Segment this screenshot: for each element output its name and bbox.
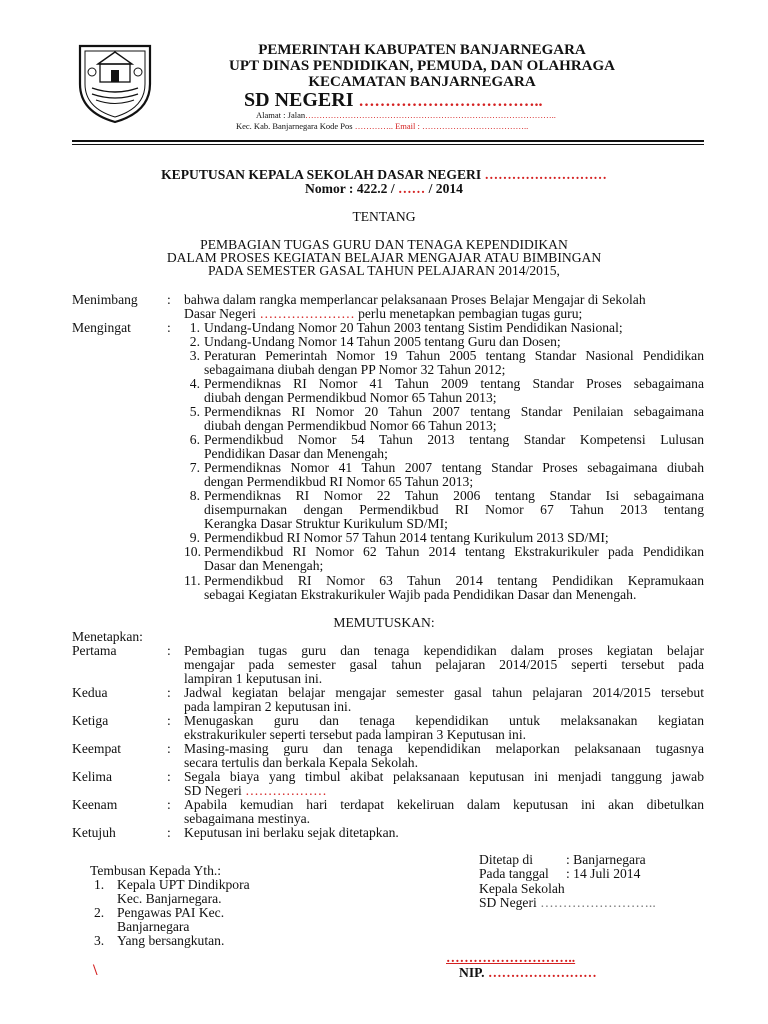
subject-line-3: PADA SEMESTER GASAL TAHUN PELAJARAN 2014/2015, [208, 263, 560, 278]
mengingat-item-5-l2: diubah dengan Permendikbud Nomor 66 Tahun 2013; [204, 418, 497, 433]
mengingat-num-6: 6. [189, 432, 200, 447]
tembusan-item-3-l1: Yang bersangkutan. [117, 933, 225, 948]
school-label: SD NEGERI [244, 89, 354, 111]
decision-keenam-l2: sebagaimana mestinya. [184, 811, 311, 826]
mengingat-item-3-l1: Peraturan Pemerintah Nomor 19 Tahun 2005 tentang Standar Nasional Pendidikan [204, 348, 704, 363]
decision-label-kedua: Kedua [72, 685, 108, 700]
mengingat-num-7: 7. [189, 460, 200, 475]
decision-kedua-l1: Jadwal kegiatan belajar mengajar semester gasal tahun pelajaran 2014/2015 tersebut [184, 685, 704, 700]
letterhead-divider-thin [72, 144, 704, 145]
decree-number [0, 182, 768, 196]
decision-label-keenam: Keenam [72, 797, 118, 812]
decision-pertama-l3: lampiran 1 keputusan ini. [184, 671, 323, 686]
decision-colon: : [167, 741, 171, 756]
mengingat-item-5-l1: Permendiknas RI Nomor 20 Tahun 2007 tentang Standar Penilaian sebagaimana [204, 404, 704, 419]
mengingat-item-7-l1: Permendiknas Nomor 41 Tahun 2007 tentang Standar Proses sebagaimana diubah [204, 460, 704, 475]
mengingat-num-9: 9. [189, 530, 200, 545]
mengingat-num-10: 10. [184, 544, 201, 559]
mengingat-item-11-l2: sebagai Kegiatan Ekstrakurikuler Wajib pada Pendidikan Dasar dan Menengah. [204, 587, 637, 602]
menimbang-colon: : [167, 292, 171, 307]
mengingat-label: Mengingat [72, 320, 131, 335]
mengingat-item-9: Permendikbud RI Nomor 57 Tahun 2014 tentang Kurikulum 2013 SD/MI; [204, 530, 609, 545]
tembusan-item-1-l1: Kepala UPT Dindikpora [117, 877, 250, 892]
decision-kelima-l1: Segala biaya yang timbul akibat pelaksanaan keputusan ini menjadi tanggung jawab [184, 769, 704, 784]
mengingat-item-2: Undang-Undang Nomor 14 Tahun 2005 tentang Guru dan Dosen; [204, 334, 561, 349]
stray-mark: \ [93, 962, 98, 979]
menimbang-line-2b: perlu menetapkan pembagian tugas guru; [358, 306, 583, 321]
decision-label-ketujuh: Ketujuh [72, 825, 116, 840]
mengingat-item-4-l1: Permendiknas RI Nomor 41 Tahun 2009 tentang Standar Proses sebagaimana [204, 376, 704, 391]
ditetap-label: Ditetap di [479, 852, 533, 867]
decree-number-suffix: / 2014 [428, 181, 463, 196]
mengingat-item-8-l1: Permendiknas RI Nomor 22 Tahun 2006 tentang Standar Isi sebagaimana [204, 488, 704, 503]
subject-line-1: PEMBAGIAN TUGAS GURU DAN TENAGA KEPENDIDIKAN [200, 237, 568, 252]
tembusan-num-3: 3. [94, 933, 105, 948]
menimbang-line-2a: Dasar Negeri [184, 306, 257, 321]
mengingat-item-8-l3: Kerangka Dasar Struktur Kurikulum SD/MI; [204, 516, 448, 531]
mengingat-num-8: 8. [189, 488, 200, 503]
decision-colon: : [167, 643, 171, 658]
mengingat-num-5: 5. [189, 404, 200, 419]
signatory-name-dots: ……………………….. [446, 950, 576, 965]
decision-label-keempat: Keempat [72, 741, 122, 756]
decision-colon: : [167, 685, 171, 700]
decree-number-prefix: Nomor : 422.2 / [305, 181, 395, 196]
mengingat-num-11: 11. [184, 573, 201, 588]
mengingat-num-4: 4. [189, 376, 200, 391]
mengingat-num-1: 1. [189, 320, 200, 335]
tembusan-item-1-l2: Kec. Banjarnegara. [117, 891, 222, 906]
decision-keenam-l1: Apabila kemudian hari terdapat kekeliruan dalam keputusan ini akan dibetulkan [184, 797, 704, 812]
regency-emblem [70, 38, 160, 126]
mengingat-item-11-l1: Permendikbud RI Nomor 63 Tahun 2014 tentang Pendidikan Kepramukaan [204, 573, 704, 588]
signatory-role: Kepala Sekolah [479, 881, 565, 896]
memutuskan-heading: MEMUTUSKAN: [333, 615, 435, 630]
kec-label: Kec. Kab. Banjarnegara Kode Pos [236, 121, 353, 131]
letterhead-line-3: KECAMATAN BANJARNEGARA [308, 74, 536, 90]
menimbang-dots: ………………… [259, 306, 355, 321]
decision-ketujuh-l1: Keputusan ini berlaku sejak ditetapkan. [184, 825, 399, 840]
signatory-school-label: SD Negeri [479, 895, 537, 910]
decision-colon: : [167, 825, 171, 840]
mengingat-item-8-l2: disempurnakan dengan Permendikbud RI Nomor 67 Tahun 2013 tentang [204, 502, 704, 517]
letterhead-line-2: UPT DINAS PENDIDIKAN, PEMUDA, DAN OLAHRAGA [229, 58, 615, 74]
mengingat-item-10-l1: Permendikbud RI Nomor 62 Tahun 2014 tentang Ekstrakurikuler pada Pendidikan [204, 544, 704, 559]
decision-pertama-l2: mengajar pada semester gasal tahun pelajaran 2014/2015 seperti tersebut pada [184, 657, 704, 672]
mengingat-item-7-l2: dengan Permendikbud RI Nomor 65 Tahun 2013; [204, 474, 474, 489]
tembusan-num-2: 2. [94, 905, 105, 920]
address-dots: …………………………………………………………………………….. [305, 110, 556, 120]
tentang-heading: TENTANG [352, 209, 416, 224]
decision-label-ketiga: Ketiga [72, 713, 109, 728]
mengingat-item-3-l2: sebagaimana diubah dengan PP Nomor 32 Tahun 2012; [204, 362, 506, 377]
menimbang-line-1: bahwa dalam rangka memperlancar pelaksanaan Proses Belajar Mengajar di Sekolah [184, 292, 646, 307]
decision-kedua-l2: pada lampiran 2 keputusan ini. [184, 699, 352, 714]
tembusan-item-2-l2: Banjarnegara [117, 919, 190, 934]
subject-line-2: DALAM PROSES KEGIATAN BELAJAR MENGAJAR ATAU BIMBINGAN [166, 250, 602, 265]
signatory-school-dots: …………………….. [540, 895, 656, 910]
menimbang-line-2 [184, 307, 704, 321]
tembusan-title: Tembusan Kepada Yth.: [90, 863, 222, 878]
tembusan-num-1: 1. [94, 877, 105, 892]
tembusan-item-2-l1: Pengawas PAI Kec. [117, 905, 225, 920]
school-name-dots: …………………………….. [358, 93, 543, 110]
email-label: Email : [395, 121, 420, 131]
nip-dots: …………………… [487, 965, 597, 980]
tanggal-value: : 14 Juli 2014 [566, 866, 641, 881]
mengingat-colon: : [167, 320, 171, 335]
kec-line [236, 121, 528, 131]
decision-kelima-dots: ……………… [245, 783, 327, 798]
nip-line [459, 966, 597, 980]
decision-ketiga-l2: ekstrakurikuler seperti tersebut pada lampiran 3 Keputusan ini. [184, 727, 527, 742]
mengingat-item-4-l2: diubah dengan Permendikbud Nomor 65 Tahun 2013; [204, 390, 497, 405]
decision-kelima-l2 [184, 784, 704, 798]
letterhead-line-1: PEMERINTAH KABUPATEN BANJARNEGARA [258, 42, 586, 58]
decision-kelima-l2-text: SD Negeri [184, 783, 242, 798]
mengingat-item-6-l1: Permendikbud Nomor 54 Tahun 2013 tentang Standar Kompetensi Lulusan [204, 432, 704, 447]
decision-colon: : [167, 769, 171, 784]
tanggal-label: Pada tanggal [479, 866, 549, 881]
mengingat-item-1: Undang-Undang Nomor 20 Tahun 2003 tentang Sistim Pendidikan Nasional; [204, 320, 623, 335]
signatory-school [479, 896, 656, 910]
mengingat-num-3: 3. [189, 348, 200, 363]
address-label: Alamat : Jalan [256, 110, 306, 120]
menimbang-label: Menimbang [72, 292, 138, 307]
decision-label-kelima: Kelima [72, 769, 113, 784]
decision-ketiga-l1: Menugaskan guru dan tenaga kependidikan untuk melaksanakan kegiatan [184, 713, 704, 728]
decision-label-pertama: Pertama [72, 643, 117, 658]
letterhead-divider-thick [72, 140, 704, 142]
kodepos-dots: ………….. [354, 121, 393, 131]
menetapkan-label: Menetapkan: [72, 629, 143, 644]
decree-number-dots: …… [398, 181, 426, 196]
email-dots: ……………………………….. [422, 121, 529, 131]
decision-colon: : [167, 713, 171, 728]
nip-label: NIP. [459, 965, 485, 980]
decision-pertama-l1: Pembagian tugas guru dan tenaga kependidikan dalam proses kegiatan belajar [184, 643, 704, 658]
ditetap-value: : Banjarnegara [566, 852, 646, 867]
address-line [256, 110, 556, 120]
mengingat-item-10-l2: Dasar dan Menengah; [204, 558, 324, 573]
mengingat-num-2: 2. [189, 334, 200, 349]
decree-title-text: KEPUTUSAN KEPALA SEKOLAH DASAR NEGERI [161, 167, 482, 182]
decree-title-dots: ……………………… [484, 167, 607, 182]
decision-keempat-l1: Masing-masing guru dan tenaga kependidikan melaporkan pelaksanaan tugasnya [184, 741, 704, 756]
decree-title [0, 168, 768, 182]
mengingat-item-6-l2: Pendidikan Dasar dan Menengah; [204, 446, 388, 461]
decision-colon: : [167, 797, 171, 812]
decision-keempat-l2: secara tertulis dan berkala Kepala Sekolah. [184, 755, 419, 770]
